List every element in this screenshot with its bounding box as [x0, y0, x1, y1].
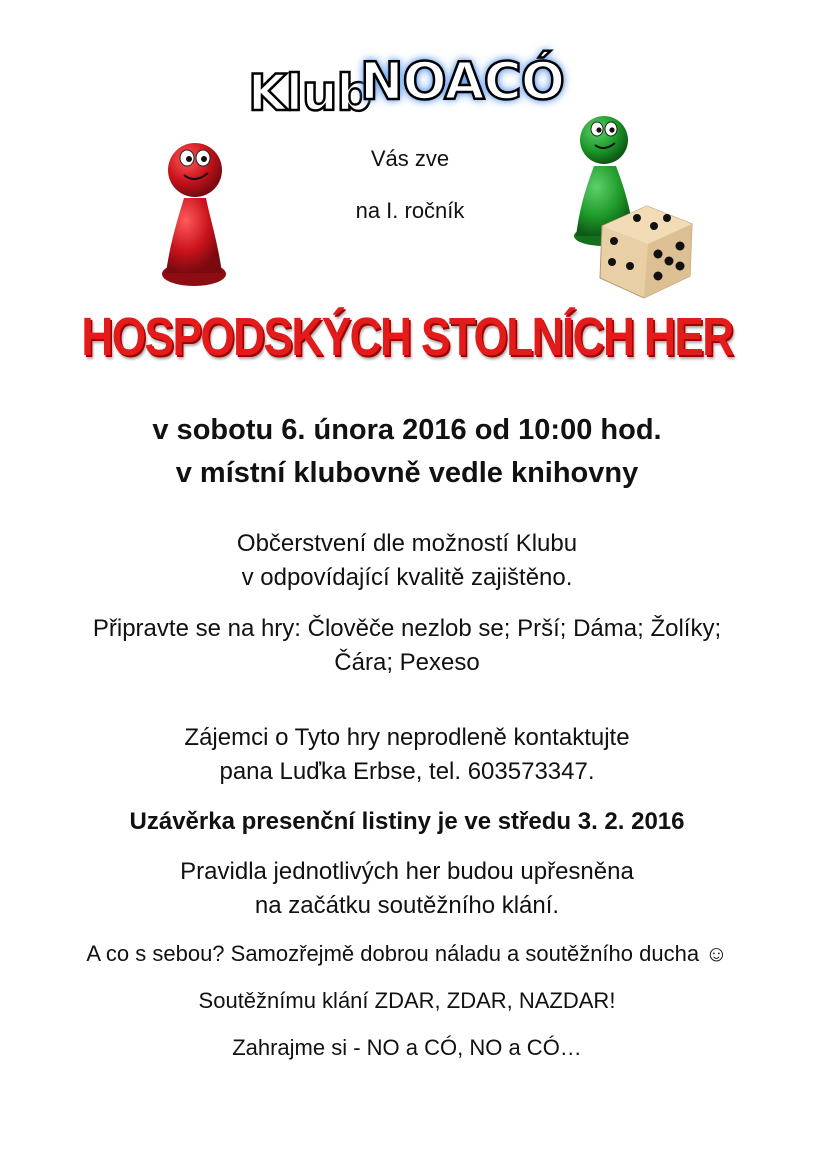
refreshments-paragraph	[0, 527, 814, 595]
contact-line: pana Luďka Erbse, tel. 603573347.	[219, 758, 595, 785]
refreshments-line: Občerstvení dle možností Klubu	[236, 530, 578, 557]
contact-paragraph	[0, 721, 814, 789]
refreshments-line: v odpovídající kvalitě zajištěno.	[241, 564, 573, 591]
place-line: v místní klubovně vedle knihovny	[175, 457, 639, 489]
rules-line: Pravidla jednotlivých her budou upřesněna	[180, 858, 634, 885]
deadline-line: Uzávěrka presenční listiny je ve středu 3. 2. 2016	[129, 808, 685, 835]
logo-noaco: NOACÓ	[360, 52, 564, 112]
date-line: v sobotu 6. února 2016 od 10:00 hod.	[152, 414, 662, 446]
rules-line: na začátku soutěžního klání.	[254, 892, 560, 919]
headline: HOSPODSKÝCH STOLNÍCH HER	[81, 307, 733, 367]
games-line: Čára; Pexeso	[334, 649, 480, 676]
red-pawn-icon	[148, 128, 248, 298]
die-icon	[592, 196, 702, 306]
games-line: Připravte se na hry: Člověče nezlob se; Prší; Dáma; Žolíky;	[92, 615, 722, 642]
games-paragraph	[0, 612, 814, 680]
invite-line-1: Vás zve	[370, 146, 450, 171]
bring-line: A co s sebou? Samozřejmě dobrou náladu a soutěžního ducha ☺	[86, 941, 728, 966]
contact-line: Zájemci o Tyto hry neprodleně kontaktujte	[184, 724, 630, 751]
cheer-line: Soutěžnímu klání ZDAR, ZDAR, NAZDAR!	[198, 988, 616, 1013]
logo-klub: Klub	[248, 64, 372, 122]
play-line: Zahrajme si - NO a CÓ, NO a CÓ…	[232, 1035, 582, 1060]
invite-line-2: na I. ročník	[355, 198, 465, 223]
rules-paragraph	[0, 855, 814, 923]
